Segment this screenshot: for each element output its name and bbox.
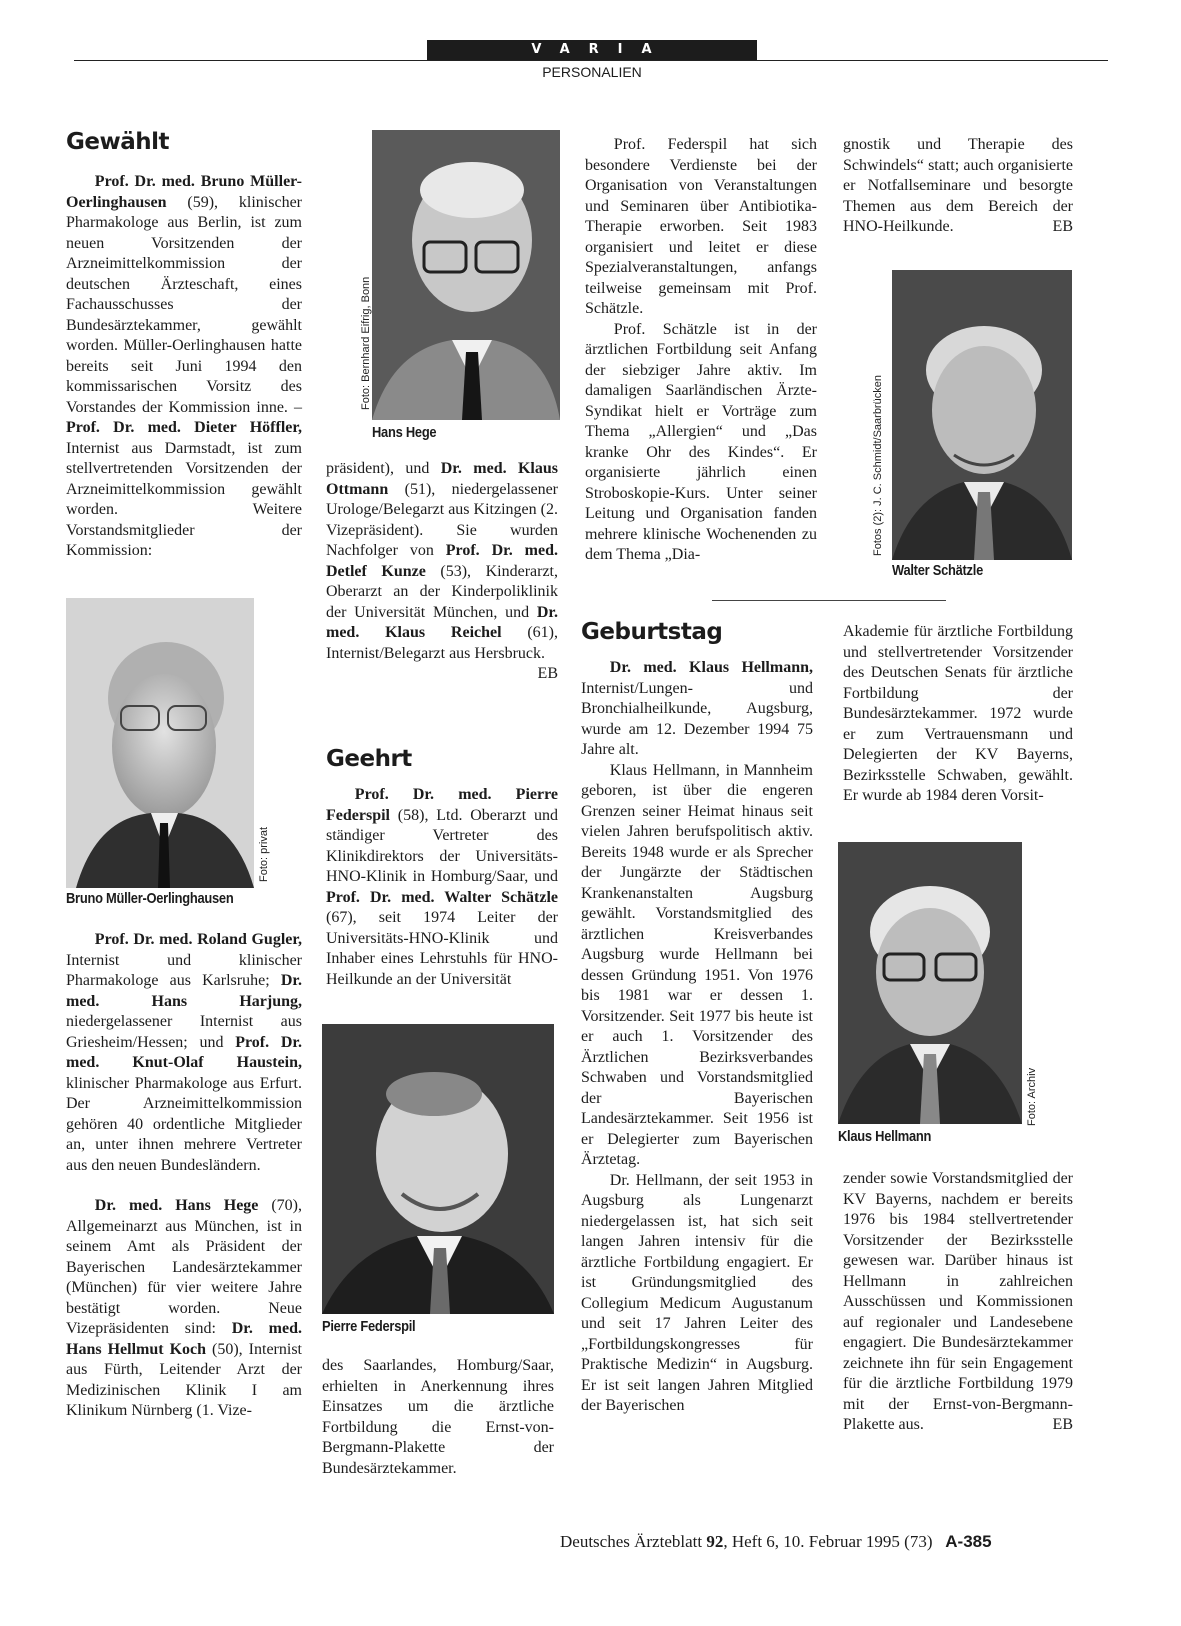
journal-issue: , Heft 6, 10. Februar 1995 (73)	[723, 1532, 933, 1551]
person-name: Prof. Dr. med. Walter Schätzle	[326, 888, 558, 906]
paragraph	[66, 172, 302, 562]
page-footer	[560, 1532, 992, 1552]
column-1-bottom	[66, 930, 302, 1422]
header-rule	[74, 60, 1108, 61]
text-run: präsident), und	[326, 460, 441, 477]
photo-klaus-hellmann	[838, 842, 1022, 1124]
author-initials: EB	[1052, 218, 1073, 235]
journal-volume: 92	[706, 1532, 724, 1551]
heading-geehrt: Geehrt	[326, 746, 412, 772]
page-number: A-385	[945, 1532, 992, 1551]
text-run: klinischer Pharmakologe aus Erfurt. Der Arzneimittelkommission gehören 40 ordentliche Mitglieder an, unter ihnen mehrere Vertreter aus den neuen Bundesländern.	[66, 1074, 302, 1174]
person-name: Prof. Dr. med. Knut-Olaf Haustein,	[66, 1033, 303, 1071]
photo-credit: Foto: Bernhard Eifrig, Bonn	[360, 276, 372, 410]
caption-walter-schaetzle: Walter Schätzle	[892, 562, 983, 579]
column-2-top	[326, 459, 558, 685]
paragraph	[843, 1169, 1073, 1436]
author-initials: EB	[537, 665, 558, 682]
person-name: Dr. med. Klaus Hellmann,	[609, 659, 813, 676]
text-run: Internist aus Darmstadt, ist zum stellvertretenden Vorsitzenden der Arzneimittelkommission gewählt worden. Weitere Vorstandsmitglieder der Kommission:	[66, 439, 302, 559]
photo-walter-schaetzle	[892, 270, 1072, 560]
section-divider	[712, 600, 946, 601]
paragraph	[322, 1356, 554, 1479]
text-run: (70), Allgemeinarzt aus München, ist in seinem Amt als Präsident der Bayerischen Landesärztekammer (München) für vier weitere Jahre bestätigt worden. Neue Vizepräsidenten sind:	[66, 1197, 302, 1337]
person-name: Prof. Dr. med. Bruno Müller-Oerlinghausen	[66, 173, 302, 211]
column-2-bottom	[322, 1356, 554, 1479]
column-3-top	[585, 135, 817, 566]
text-run: gnostik und Therapie des Schwindels“ statt; auch organisierte er Notfallseminare und besorgte Themen aus dem Bereich der HNO-Heilkunde.	[843, 136, 1073, 235]
caption-hans-hege: Hans Hege	[372, 424, 437, 441]
paragraph: Prof. Schätzle ist in der ärztlichen Fortbildung seit Anfang der siebziger Jahre aktiv. Im damaligen Saarländischen Ärzte-Syndikat hielt er Vorträge zum Thema „Allergien“ und „Das kranke Ohr des Kindes“. Er organisierte jährlich einen Stroboskopie-Kurs. Unter seiner Leitung und Organisation fanden mehrere klinische Wochenenden zu dem Thema „Dia-	[585, 320, 817, 563]
caption-klaus-hellmann: Klaus Hellmann	[838, 1128, 932, 1145]
text-run: Internist/Lungen- und Bronchialheilkunde, Augsburg, wurde am 12. Dezember 1994 75 Jahre alt.	[581, 679, 813, 758]
text-run: Internist und klinischer Pharmakologe aus Karlsruhe;	[66, 951, 302, 989]
text-run: des Saarlandes, Homburg/Saar, erhielten in Anerkennung ihres Einsatzes um die ärztliche Fortbildung die Ernst-von-Bergmann-Plakette der Bundesärztekammer.	[322, 1357, 554, 1477]
text-run: (58), Ltd. Oberarzt und ständiger Vertreter des Klinikdirektors der Universitäts-HNO-Klinik in Homburg/Saar, und	[326, 806, 558, 885]
photo-credit: Foto: privat	[258, 826, 270, 882]
paragraph	[326, 459, 559, 682]
text-run: (50), Internist aus Fürth, Leitender Arzt der Medizinischen Klinik I am Klinikum Nürnberg (1. Vize-	[66, 1340, 302, 1419]
text-run: (61), Internist/Belegarzt aus Hersbruck.	[326, 624, 558, 662]
paragraph	[326, 785, 558, 990]
caption-pierre-federspil: Pierre Federspil	[322, 1318, 416, 1335]
person-name: Dr. med. Hans Hellmut Koch	[66, 1320, 303, 1358]
column-2-geehrt	[326, 745, 558, 990]
caption-mueller-oerlinghausen: Bruno Müller-Oerlinghausen	[66, 890, 234, 907]
column-1-top	[66, 128, 302, 562]
person-name: Dr. med. Klaus Ottmann	[326, 460, 558, 498]
text-run: (53), Kinderarzt, Oberarzt an der Kinderpoliklinik der Universität München, und	[326, 562, 559, 621]
heading-geburtstag: Geburtstag	[581, 619, 723, 645]
person-name: Prof. Dr. med. Pierre Federspil	[326, 786, 558, 824]
photo-credit: Foto: Archiv	[1026, 1067, 1038, 1126]
person-name: Prof. Dr. med. Detlef Kunze	[326, 542, 558, 580]
photo-mueller-oerlinghausen	[66, 598, 254, 888]
heading-gewaehlt: Gewählt	[66, 129, 169, 155]
paragraph: Klaus Hellmann, in Mannheim geboren, ist über die engeren Grenzen seiner Heimat hinaus seit vielen Jahren berufspolitisch aktiv. Bereits 1948 wurde er als Sprecher der Jungärzte der Städtischen Krankenanstalten Augsburg gewählt. Vorstandsmitglied des ärztlichen Kreisverbandes Augsburg wurde Hellmann bei dessen Gründung 1951. Von 1976 bis 1981 war er dessen 1. Vorsitzender. Seit 1977 bis heute ist er auch 1. Vorsitzender des Ärztlichen Bezirksverbandes Schwaben und Vorstandsmitglied der Bayerischen Landesärztekammer. Seit 1956 ist er Delegierter zum Bayerischen Ärztetag.	[581, 761, 813, 1168]
journal-name: Deutsches Ärzteblatt	[560, 1532, 703, 1551]
person-name: Prof. Dr. med. Roland Gugler,	[94, 931, 302, 948]
text-run: zender sowie Vorstandsmitglied der KV Bayerns, nachdem er bereits 1976 bis 1984 stellvertretender Vorsitzender der Bezirksstelle gewesen war. Darüber hinaus ist Hellmann in zahlreichen Ausschüssen und Kommissionen auf regionaler und Landesebene engagiert. Die Bundesärztekammer zeichnete ihn für sein Engagement für die ärztliche Fortbildung 1979 mit der Ernst-von-Bergmann-Plakette aus.	[843, 1170, 1073, 1433]
person-name: Prof. Dr. med. Dieter Höffler,	[66, 419, 302, 436]
column-4-top	[843, 135, 1073, 238]
column-3-geburtstag	[581, 618, 813, 1417]
paragraph: Akademie für ärztliche Fortbildung und stellvertretender Vorsitzender des Deutschen Senats für ärztliche Fortbildung der Bundesärztekammer. 1972 wurde er zum Vertrauensmann und Delegierten der KV Bayerns, Bezirksstelle Schwaben, gewählt. Er wurde ab 1984 deren Vorsit-	[843, 623, 1073, 804]
text-run: (67), seit 1974 Leiter der Universitäts-HNO-Klinik und Inhaber eines Lehrstuhls für HNO-Heilkunde an der Universität	[326, 909, 558, 988]
person-name: Dr. med. Klaus Reichel	[326, 603, 558, 641]
photo-pierre-federspil	[322, 1024, 554, 1314]
paragraph	[843, 135, 1073, 238]
paragraph: Dr. Hellmann, der seit 1953 in Augsburg als Lungenarzt niedergelassen ist, hat sich seit langen Jahren intensiv für die ärztliche Fortbildung engagiert. Er ist Gründungsmitglied des Collegium Medicum Augustanum und seit 17 Jahren Leiter des „Fortbildungskongresses für Praktische Medizin“ in Augsburg. Er ist seit langen Jahren Mitglied der Bayerischen	[581, 1171, 813, 1414]
person-name: Dr. med. Hans Harjung,	[66, 972, 302, 1010]
section-label: VARIA	[427, 40, 757, 60]
paragraph: Prof. Federspil hat sich besondere Verdienste bei der Organisation von Veranstaltungen und Seminaren über Antibiotika-Therapie erworben. Seit 1983 organisiert und leitet er diese Spezialveranstaltungen, anfangs teilweise gemeinsam mit Prof. Schätzle.	[585, 136, 817, 317]
column-4-geburtstag-top	[843, 622, 1073, 807]
paragraph	[581, 658, 813, 761]
text-run: niedergelassener Internist aus Griesheim/Hessen; und	[66, 1013, 302, 1051]
author-initials: EB	[1052, 1416, 1073, 1433]
column-4-geburtstag-bottom	[843, 1169, 1073, 1436]
person-name: Dr. med. Hans Hege	[94, 1197, 259, 1214]
paragraph	[66, 1196, 302, 1422]
photo-credit: Fotos (2): J. C. Schmidt/Saarbrücken	[872, 375, 884, 556]
photo-hans-hege	[372, 130, 560, 420]
text-run: (59), klinischer Pharmakologe aus Berlin, ist zum neuen Vorsitzenden der Arzneimittelkommission der deutschen Ärzteschaft, eines Fachausschusses der Bundesärztekammer, gewählt worden. Müller-Oerlinghausen hatte bereits seit Juni 1994 den kommissarischen Vorsitz des Vorstandes der Kommission inne. –	[66, 193, 302, 416]
text-run: (51), niedergelassener Urologe/Belegarzt aus Kitzingen (2. Vizepräsident). Sie wurden Nachfolger von	[326, 480, 558, 559]
paragraph	[66, 930, 302, 1176]
subsection-label: PERSONALIEN	[542, 64, 642, 80]
